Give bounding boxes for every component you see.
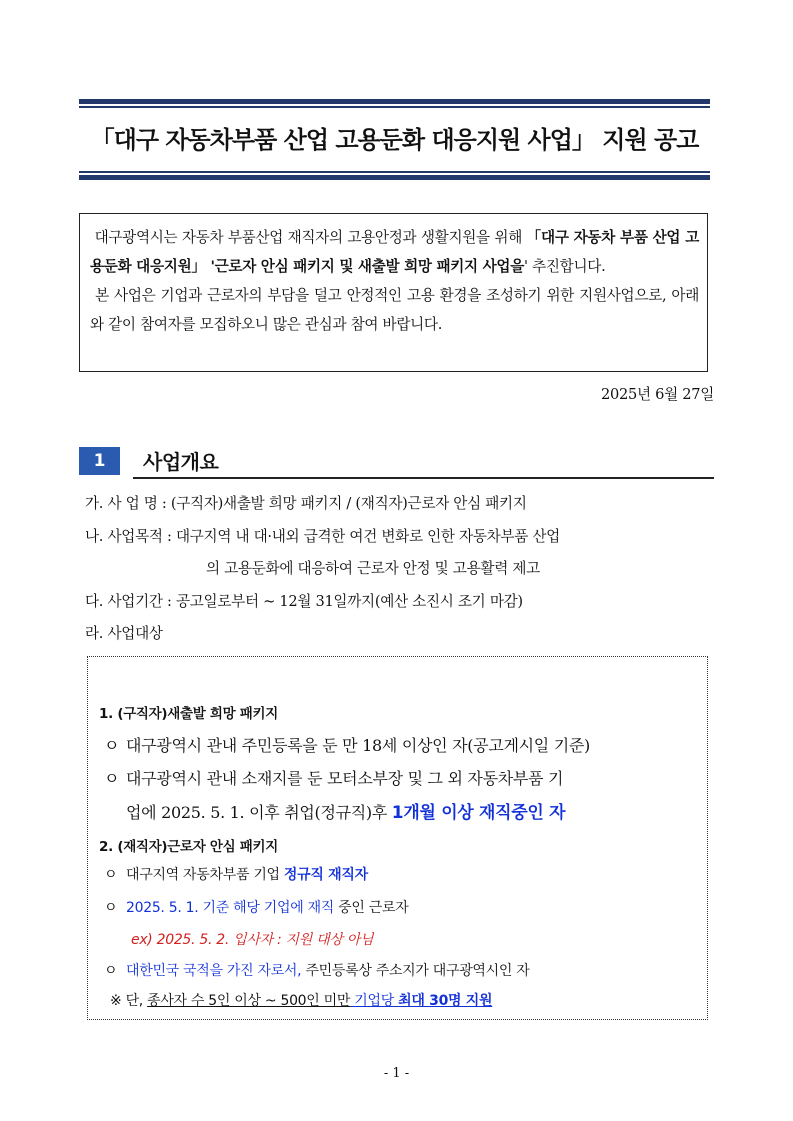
intro-text-end: ' 추진합니다. (524, 258, 606, 275)
group2-item-2-highlight: 2025. 5. 1. 기준 해당 기업에 재직 (126, 900, 335, 916)
group2-item-1 (104, 864, 368, 884)
group1-item-1 (104, 733, 590, 756)
intro-program-name: 「대구 자동차 부품 산업 고용둔화 대응지원」 '근로자 안심 패키지 및 새출발 희망 패키지 사업을 (90, 229, 699, 275)
intro-box (79, 213, 708, 372)
title-rule-thick (79, 175, 710, 180)
overview-project-name: 가. 사 업 명 : (구직자)새출발 희망 패키지 / (재직자)근로자 안심 패키지 (85, 495, 527, 512)
intro-text-2: 본 사업은 기업과 근로자의 부담을 덜고 안정적인 고용 환경을 조성하기 위한 지원사업으로, 아래와 같이 참여자를 모집하오니 많은 관심과 참여 바랍니다. (90, 287, 700, 333)
note-prefix: ※ 단, (110, 993, 148, 1009)
group2-item-1-text: 대구지역 자동차부품 기업 (126, 867, 284, 883)
group1-item-2-text-b: 업에 2025. 5. 1. 이후 취업(정규직)후 (126, 803, 392, 822)
overview-purpose-continued: 의 고용둔화에 대응하여 근로자 안정 및 고용활력 제고 (206, 560, 540, 577)
overview-purpose: 나. 사업목적 : 대구지역 내 대·내외 급격한 여건 변화로 인한 자동차부품 산업 (85, 528, 560, 545)
group1-item-2-continued (126, 798, 565, 823)
overview-period: 다. 사업기간 : 공고일로부터 ~ 12월 31일까지(예산 소진시 조기 마감) (85, 593, 523, 610)
title-rule-thin (79, 171, 710, 173)
document-title: 「대구 자동차부품 산업 고용둔화 대응지원 사업」 지원 공고 (90, 126, 699, 154)
group2-note (110, 990, 492, 1010)
overview-target-label: 라. 사업대상 (85, 625, 163, 642)
group2-item-3 (104, 960, 529, 980)
group1-item-2 (104, 766, 563, 789)
section-title: 사업개요 (143, 450, 219, 474)
intro-paragraph-1 (90, 223, 699, 281)
header-rule-thin (79, 106, 710, 108)
note-per-company: 기업당 (350, 993, 399, 1009)
page-number: - 1 - (383, 1066, 410, 1081)
group2-item-3-highlight: 대한민국 국적을 가진 자로서, (126, 963, 302, 979)
header-rule-thick (79, 99, 710, 104)
group1-item-1-text: 대구광역시 관내 주민등록을 둔 만 18세 이상인 자(공고게시일 기준) (126, 736, 590, 755)
intro-text: 대구광역시는 자동차 부품산업 재직자의 고용안정과 생활지원을 위해 (94, 229, 527, 246)
target-box (87, 656, 708, 1020)
bullet-icon: ㅇ (104, 867, 118, 883)
section-underline (133, 477, 714, 479)
group2-item-2 (104, 897, 408, 917)
group1-title: 1. (구직자)새출발 희망 패키지 (99, 706, 279, 722)
group1-item-2-text: 대구광역시 관내 소재지를 둔 모터소부장 및 그 외 자동차부품 기 (126, 769, 564, 788)
group2-item-3-text: 주민등록상 주소지가 대구광역시인 자 (301, 963, 530, 979)
bullet-icon: ㅇ (104, 736, 120, 755)
section-number-badge: 1 (79, 447, 120, 475)
note-max-support: 최대 30명 지원 (398, 993, 493, 1009)
group1-item-2-highlight: 1개월 이상 재직중인 자 (391, 803, 566, 823)
group2-example: ex) 2025. 5. 2. 입사자 : 지원 대상 아님 (131, 932, 374, 948)
announcement-date: 2025년 6월 27일 (601, 386, 714, 403)
note-size-range: 종사자 수 5인 이상 ~ 500인 미만 (147, 993, 351, 1009)
group2-title: 2. (재직자)근로자 안심 패키지 (99, 839, 279, 855)
group2-item-1-highlight: 정규직 재직자 (283, 867, 368, 883)
group2-item-2-text: 중인 근로자 (334, 900, 409, 916)
bullet-icon: ㅇ (104, 963, 118, 979)
bullet-icon: ㅇ (104, 769, 120, 788)
bullet-icon: ㅇ (104, 900, 118, 916)
intro-paragraph-2 (90, 281, 699, 339)
